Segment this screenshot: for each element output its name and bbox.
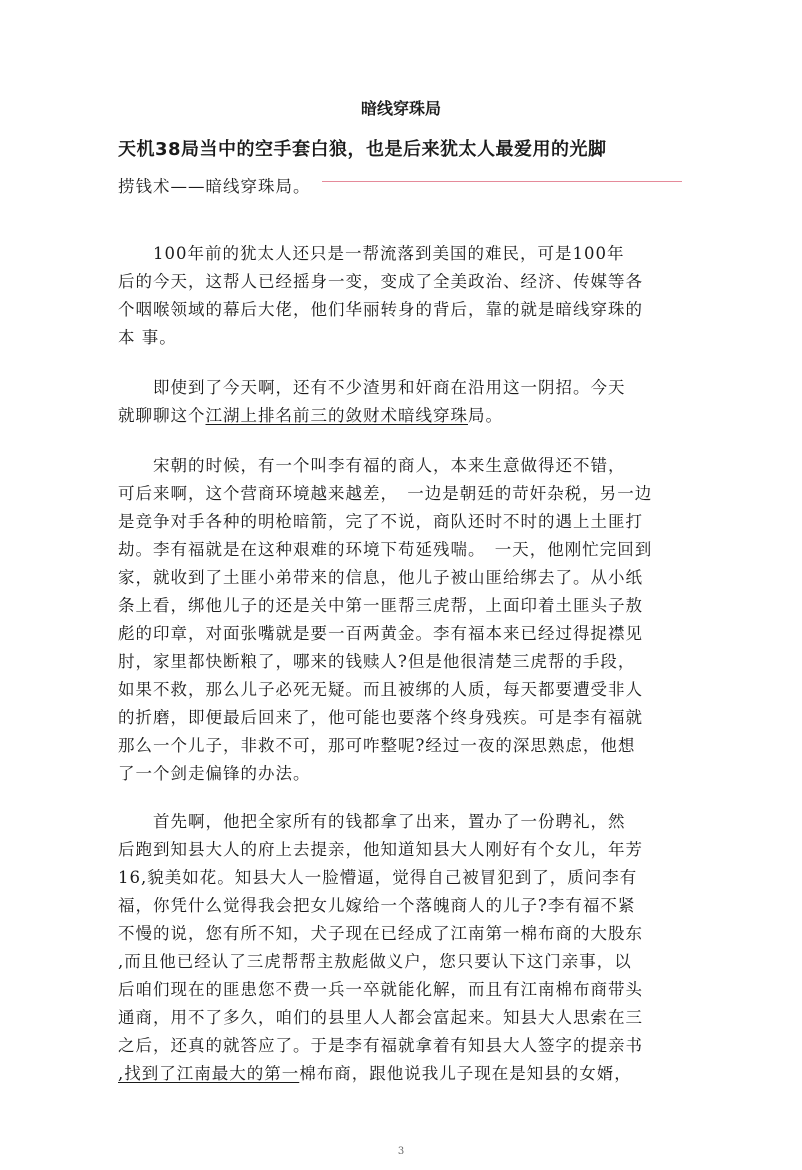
page-title: 暗线穿珠局 (360, 99, 441, 118)
paragraph-3-line: 宋朝的时候，有一个叫李有福的商人，本来生意做得还不错， (118, 456, 626, 475)
paragraph-4-line (118, 1060, 632, 1084)
paragraph-3-line: 那么一个儿子，非救不可，那可咋整呢?经过一夜的深思熟虑，他想 (118, 736, 636, 755)
paragraph-4-line: 福，你凭什么觉得我会把女儿嫁给一个落魄商人的儿子?李有福不紧 (118, 896, 636, 915)
paragraph-4-line: ,而且他已经认了三虎帮帮主敖彪做义户，您只要认下这门亲事，以 (118, 952, 632, 971)
paragraph-4-line: 16,貌美如花。知县大人一脸懵逼，觉得自己被冒犯到了，质问李有 (118, 868, 638, 887)
paragraph-4-line: 后跑到知县大人的府上去提亲，他知道知县大人刚好有个女儿，年芳 (118, 840, 643, 859)
paragraph-1-line: 本 事。 (118, 328, 177, 347)
paragraph-1-line: 后的今天，这帮人已经摇身一变，变成了全美政治、经济、传媒等各 (118, 272, 643, 291)
paragraph-3-line: 了一个剑走偏锋的办法。 (118, 764, 311, 783)
underlined-phrase: ,找到了江南最大的第一 (118, 1064, 300, 1083)
paragraph-3-line: 可后来啊，这个营商环境越来越差， 一边是朝廷的苛奸杂税，另一边 (118, 484, 653, 503)
paragraph-1-line: 100年前的犹太人还只是一帮流落到美国的难民，可是100年 (118, 244, 625, 263)
paragraph-4-line: 不慢的说，您有所不知，犬子现在已经成了江南第一棉布商的大股东 (118, 924, 643, 943)
paragraph-3-line: 是竞争对手各种的明枪暗箭，完了不说，商队还时不时的遇上土匪打 (118, 512, 643, 531)
paragraph-3-line: 条上看，绑他儿子的还是关中第一匪帮三虎帮，上面印着土匪头子敖 (118, 596, 643, 615)
paragraph-2-line: 即使到了今天啊，还有不少渣男和奸商在沿用这一阴招。今天 (118, 378, 626, 397)
paragraph-1-line: 个咽喉领域的幕后大佬，他们华丽转身的背后，靠的就是暗线穿珠的 (118, 300, 643, 319)
paragraph-4-line: 之后，还真的就答应了。于是李有福就拿着有知县大人签字的提亲书 (118, 1036, 643, 1055)
underlined-phrase: 江湖上排名前三的敛财术暗线穿珠 (205, 406, 468, 425)
paragraph-3-line: 彪的印章，对面张嘴就是要一百两黄金。李有福本来已经过得捉襟见 (118, 624, 643, 643)
paragraph-4-text: 棉布商，跟他说我儿子现在是知县的女婿， (299, 1064, 632, 1083)
paragraph-3-line: 肘，家里都快断粮了，哪来的钱赎人?但是他很清楚三虎帮的手段， (118, 652, 636, 671)
paragraph-2-line (118, 402, 503, 426)
paragraph-3-line: 劫。李有福就是在这种艰难的环境下苟延残喘。 一天，他刚忙完回到 (118, 540, 653, 559)
paragraph-2-text: 就聊聊这个 (118, 406, 206, 425)
red-underline-rule (322, 181, 682, 182)
page-number: 3 (397, 1146, 405, 1157)
paragraph-4-line: 后咱们现在的匪患您不费一兵一卒就能化解，而且有江南棉布商带头 (118, 980, 643, 999)
paragraph-4-line: 通商，用不了多久，咱们的县里人人都会富起来。知县大人思索在三 (118, 1008, 643, 1027)
subtitle-heading: 天机38局当中的空手套白狼，也是后来犹太人最爱用的光脚 (118, 139, 607, 160)
paragraph-3-line: 的折磨，即便最后回来了，他可能也要落个终身残疾。可是李有福就 (118, 708, 643, 727)
paragraph-4-line: 首先啊，他把全家所有的钱都拿了出来，置办了一份聘礼，然 (118, 812, 626, 831)
intro-tail-line: 捞钱术——暗线穿珠局。 (118, 177, 311, 196)
paragraph-3-line: 如果不救，那么儿子必死无疑。而且被绑的人质，每天都要遭受非人 (118, 680, 643, 699)
paragraph-3-line: 家，就收到了土匪小弟带来的信息，他儿子被山匪给绑去了。从小纸 (118, 568, 643, 587)
paragraph-2-text: 局。 (468, 406, 503, 425)
